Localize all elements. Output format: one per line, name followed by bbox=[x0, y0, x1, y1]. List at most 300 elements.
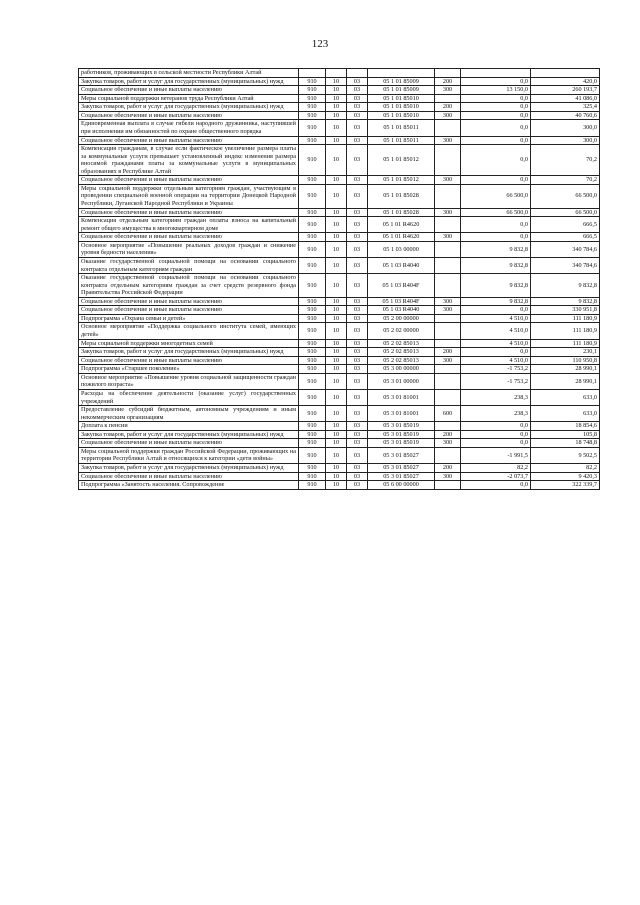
expense-type-cell bbox=[435, 422, 461, 431]
total-amount-cell: 633,0 bbox=[531, 406, 600, 422]
table-row bbox=[79, 323, 600, 339]
expense-type-cell: 200 bbox=[435, 430, 461, 439]
subsection-code-cell: 03 bbox=[347, 439, 368, 448]
expense-type-cell bbox=[435, 323, 461, 339]
expense-type-cell: 300 bbox=[435, 439, 461, 448]
ministry-code-cell: 910 bbox=[299, 241, 326, 257]
expense-name-cell: Социальное обеспечение и иные выплаты населению bbox=[79, 111, 299, 120]
expense-type-cell bbox=[435, 94, 461, 103]
table-row bbox=[79, 217, 600, 233]
expense-type-cell: 300 bbox=[435, 111, 461, 120]
subsection-code-cell: 03 bbox=[347, 406, 368, 422]
subsection-code-cell: 03 bbox=[347, 120, 368, 136]
section-code-cell: 10 bbox=[326, 439, 347, 448]
change-amount-cell: 0,0 bbox=[461, 77, 531, 86]
total-amount-cell: 9 832,8 bbox=[531, 297, 600, 306]
table-row bbox=[79, 120, 600, 136]
expense-name-cell: Закупка товаров, работ и услуг для государственных (муниципальных) нужд bbox=[79, 464, 299, 473]
ministry-code-cell: 910 bbox=[299, 306, 326, 315]
expense-name-cell: Закупка товаров, работ и услуг для государственных (муниципальных) нужд bbox=[79, 348, 299, 357]
change-amount-cell: 0,0 bbox=[461, 306, 531, 315]
target-article-cell: 05 1 03 R4040 bbox=[368, 257, 435, 273]
target-article-cell: 05 3 01 85019 bbox=[368, 422, 435, 431]
expense-type-cell: 200 bbox=[435, 348, 461, 357]
change-amount-cell: 0,0 bbox=[461, 217, 531, 233]
expense-name-cell: Подпрограмма «Охрана семьи и детей» bbox=[79, 314, 299, 323]
total-amount-cell: 70,2 bbox=[531, 145, 600, 176]
change-amount-cell: 0,0 bbox=[461, 430, 531, 439]
subsection-code-cell: 03 bbox=[347, 365, 368, 374]
expense-name-cell: работников, проживающих в сельской местности Республики Алтай bbox=[79, 69, 299, 78]
ministry-code-cell: 910 bbox=[299, 464, 326, 473]
total-amount-cell: 633,0 bbox=[531, 389, 600, 405]
table-row bbox=[79, 233, 600, 242]
expense-name-cell: Закупка товаров, работ и услуг для государственных (муниципальных) нужд bbox=[79, 430, 299, 439]
expense-name-cell: Меры социальной поддержки граждан Российской Федерации, проживающих на территории Республики Алтай и относящихся к категории «дети войны» bbox=[79, 447, 299, 463]
section-code-cell: 10 bbox=[326, 389, 347, 405]
subsection-code-cell: 03 bbox=[347, 257, 368, 273]
change-amount-cell: 238,3 bbox=[461, 389, 531, 405]
target-article-cell: 05 3 01 81001 bbox=[368, 406, 435, 422]
subsection-code-cell: 03 bbox=[347, 145, 368, 176]
subsection-code-cell: 03 bbox=[347, 241, 368, 257]
subsection-code-cell: 03 bbox=[347, 464, 368, 473]
table-row bbox=[79, 447, 600, 463]
change-amount-cell: 9 832,8 bbox=[461, 257, 531, 273]
change-amount-cell: 0,0 bbox=[461, 233, 531, 242]
expense-type-cell: 600 bbox=[435, 406, 461, 422]
expense-type-cell bbox=[435, 314, 461, 323]
subsection-code-cell: 03 bbox=[347, 314, 368, 323]
subsection-code-cell: 03 bbox=[347, 356, 368, 365]
change-amount-cell: 0,0 bbox=[461, 120, 531, 136]
subsection-code-cell: 03 bbox=[347, 297, 368, 306]
section-code-cell: 10 bbox=[326, 111, 347, 120]
subsection-code-cell: 03 bbox=[347, 77, 368, 86]
ministry-code-cell: 910 bbox=[299, 314, 326, 323]
expense-type-cell bbox=[435, 120, 461, 136]
target-article-cell: 05 1 01 85010 bbox=[368, 111, 435, 120]
expense-type-cell: 200 bbox=[435, 103, 461, 112]
ministry-code-cell: 910 bbox=[299, 430, 326, 439]
expense-name-cell: Подпрограмма «Старшее поколение» bbox=[79, 365, 299, 374]
ministry-code-cell: 910 bbox=[299, 233, 326, 242]
section-code-cell: 10 bbox=[326, 176, 347, 185]
ministry-code-cell: 910 bbox=[299, 439, 326, 448]
total-amount-cell: 260 193,7 bbox=[531, 86, 600, 95]
total-amount-cell: 41 086,0 bbox=[531, 94, 600, 103]
table-row bbox=[79, 339, 600, 348]
section-code-cell: 10 bbox=[326, 481, 347, 490]
section-code-cell: 10 bbox=[326, 217, 347, 233]
subsection-code-cell: 03 bbox=[347, 94, 368, 103]
section-code-cell: 10 bbox=[326, 356, 347, 365]
subsection-code-cell: 03 bbox=[347, 323, 368, 339]
target-article-cell: 05 1 03 00000 bbox=[368, 241, 435, 257]
section-code-cell: 10 bbox=[326, 274, 347, 298]
expense-name-cell: Социальное обеспечение и иные выплаты населению bbox=[79, 472, 299, 481]
change-amount-cell: 0,0 bbox=[461, 145, 531, 176]
table-row bbox=[79, 406, 600, 422]
target-article-cell: 05 1 01 85011 bbox=[368, 120, 435, 136]
ministry-code-cell: 910 bbox=[299, 356, 326, 365]
section-code-cell: 10 bbox=[326, 406, 347, 422]
section-code-cell: 10 bbox=[326, 94, 347, 103]
target-article-cell: 05 1 01 85012 bbox=[368, 176, 435, 185]
total-amount-cell: 666,5 bbox=[531, 217, 600, 233]
expense-name-cell: Расходы на обеспечение деятельности (оказание услуг) государственных учреждений bbox=[79, 389, 299, 405]
total-amount-cell: 66 500,0 bbox=[531, 208, 600, 217]
expense-type-cell bbox=[435, 241, 461, 257]
target-article-cell: 05 2 02 85013 bbox=[368, 348, 435, 357]
ministry-code-cell: 910 bbox=[299, 274, 326, 298]
target-article-cell: 05 1 01 85012 bbox=[368, 145, 435, 176]
section-code-cell: 10 bbox=[326, 297, 347, 306]
expense-type-cell: 200 bbox=[435, 77, 461, 86]
expense-name-cell: Социальное обеспечение и иные выплаты населению bbox=[79, 176, 299, 185]
table-row bbox=[79, 464, 600, 473]
target-article-cell: 05 1 03 R4040 bbox=[368, 306, 435, 315]
table-row bbox=[79, 184, 600, 208]
total-amount-cell: 420,0 bbox=[531, 77, 600, 86]
total-amount-cell: 18 854,6 bbox=[531, 422, 600, 431]
ministry-code-cell: 910 bbox=[299, 472, 326, 481]
change-amount-cell: 0,0 bbox=[461, 439, 531, 448]
table-row bbox=[79, 274, 600, 298]
subsection-code-cell: 03 bbox=[347, 430, 368, 439]
expense-type-cell: 300 bbox=[435, 176, 461, 185]
table-row bbox=[79, 297, 600, 306]
table-body bbox=[79, 69, 600, 490]
change-amount-cell: -1 753,2 bbox=[461, 365, 531, 374]
total-amount-cell: 340 784,6 bbox=[531, 241, 600, 257]
ministry-code-cell: 910 bbox=[299, 447, 326, 463]
table-row bbox=[79, 481, 600, 490]
expense-name-cell: Социальное обеспечение и иные выплаты населению bbox=[79, 136, 299, 145]
expense-type-cell bbox=[435, 69, 461, 78]
subsection-code-cell: 03 bbox=[347, 184, 368, 208]
subsection-code-cell: 03 bbox=[347, 481, 368, 490]
section-code-cell: 10 bbox=[326, 422, 347, 431]
section-code-cell: 10 bbox=[326, 447, 347, 463]
table-row bbox=[79, 373, 600, 389]
subsection-code-cell bbox=[347, 69, 368, 78]
target-article-cell: 05 1 01 85009 bbox=[368, 86, 435, 95]
expense-name-cell: Социальное обеспечение и иные выплаты населению bbox=[79, 306, 299, 315]
change-amount-cell: 66 500,0 bbox=[461, 184, 531, 208]
ministry-code-cell: 910 bbox=[299, 389, 326, 405]
expense-name-cell: Меры социальной поддержки ветеранов труда Республики Алтай bbox=[79, 94, 299, 103]
subsection-code-cell: 03 bbox=[347, 103, 368, 112]
expense-type-cell bbox=[435, 339, 461, 348]
change-amount-cell: 4 510,0 bbox=[461, 339, 531, 348]
total-amount-cell: 70,2 bbox=[531, 176, 600, 185]
total-amount-cell: 9 502,5 bbox=[531, 447, 600, 463]
expense-type-cell bbox=[435, 447, 461, 463]
section-code-cell: 10 bbox=[326, 430, 347, 439]
budget-table bbox=[78, 68, 600, 490]
table-row bbox=[79, 241, 600, 257]
subsection-code-cell: 03 bbox=[347, 274, 368, 298]
subsection-code-cell: 03 bbox=[347, 111, 368, 120]
change-amount-cell: 0,0 bbox=[461, 348, 531, 357]
total-amount-cell: 325,4 bbox=[531, 103, 600, 112]
ministry-code-cell: 910 bbox=[299, 184, 326, 208]
target-article-cell: 05 1 03 R404F bbox=[368, 274, 435, 298]
table-row bbox=[79, 472, 600, 481]
total-amount-cell: 111 180,9 bbox=[531, 314, 600, 323]
ministry-code-cell: 910 bbox=[299, 94, 326, 103]
expense-name-cell: Закупка товаров, работ и услуг для государственных (муниципальных) нужд bbox=[79, 103, 299, 112]
change-amount-cell: 0,0 bbox=[461, 422, 531, 431]
table-row bbox=[79, 389, 600, 405]
ministry-code-cell: 910 bbox=[299, 103, 326, 112]
section-code-cell: 10 bbox=[326, 306, 347, 315]
ministry-code-cell: 910 bbox=[299, 217, 326, 233]
expense-name-cell: Единовременная выплата в случае гибели народного дружинника, наступившей при исполнении им обязанностей по охране общественного порядка bbox=[79, 120, 299, 136]
expense-name-cell: Оказание государственной социальной помощи на основании социального контракта отдельным категориям граждан bbox=[79, 257, 299, 273]
target-article-cell: 05 1 01 85010 bbox=[368, 103, 435, 112]
target-article-cell: 05 3 01 81001 bbox=[368, 389, 435, 405]
section-code-cell: 10 bbox=[326, 136, 347, 145]
change-amount-cell: 0,0 bbox=[461, 136, 531, 145]
section-code-cell: 10 bbox=[326, 241, 347, 257]
expense-type-cell: 300 bbox=[435, 208, 461, 217]
expense-name-cell: Подпрограмма «Занятость населения. Сопровождение bbox=[79, 481, 299, 490]
table-row bbox=[79, 439, 600, 448]
change-amount-cell: 66 500,0 bbox=[461, 208, 531, 217]
table-row bbox=[79, 422, 600, 431]
expense-type-cell bbox=[435, 373, 461, 389]
table-row bbox=[79, 348, 600, 357]
total-amount-cell: 340 784,6 bbox=[531, 257, 600, 273]
expense-name-cell: Доплата к пенсии bbox=[79, 422, 299, 431]
expense-type-cell: 300 bbox=[435, 356, 461, 365]
target-article-cell: 05 3 00 00000 bbox=[368, 365, 435, 374]
total-amount-cell bbox=[531, 69, 600, 78]
section-code-cell: 10 bbox=[326, 77, 347, 86]
change-amount-cell: 0,0 bbox=[461, 103, 531, 112]
table-row bbox=[79, 103, 600, 112]
change-amount-cell: 238,3 bbox=[461, 406, 531, 422]
section-code-cell: 10 bbox=[326, 103, 347, 112]
expense-type-cell bbox=[435, 184, 461, 208]
expense-type-cell: 300 bbox=[435, 297, 461, 306]
expense-type-cell bbox=[435, 274, 461, 298]
target-article-cell: 05 2 02 85013 bbox=[368, 339, 435, 348]
change-amount-cell: 4 510,0 bbox=[461, 323, 531, 339]
expense-name-cell: Компенсация гражданам, в случае если фактическое увеличение размера платы за коммунальные услуги превышает установленный индекс изменения размера вносимой гражданами платы за коммунальные услуги в муниципальных образованиях в Республике Алтай bbox=[79, 145, 299, 176]
subsection-code-cell: 03 bbox=[347, 373, 368, 389]
target-article-cell: 05 2 02 85013 bbox=[368, 356, 435, 365]
ministry-code-cell: 910 bbox=[299, 208, 326, 217]
change-amount-cell: -1 991,5 bbox=[461, 447, 531, 463]
table-row bbox=[79, 356, 600, 365]
change-amount-cell: 4 510,0 bbox=[461, 356, 531, 365]
total-amount-cell: 9 832,8 bbox=[531, 274, 600, 298]
target-article-cell: 05 1 01 R4620 bbox=[368, 233, 435, 242]
target-article-cell: 05 6 00 00000 bbox=[368, 481, 435, 490]
total-amount-cell: 28 990,1 bbox=[531, 373, 600, 389]
table-row bbox=[79, 306, 600, 315]
section-code-cell: 10 bbox=[326, 208, 347, 217]
expense-name-cell: Социальное обеспечение и иные выплаты населению bbox=[79, 86, 299, 95]
expense-type-cell bbox=[435, 217, 461, 233]
ministry-code-cell: 910 bbox=[299, 136, 326, 145]
target-article-cell: 05 3 01 85019 bbox=[368, 430, 435, 439]
expense-type-cell: 300 bbox=[435, 86, 461, 95]
table-row bbox=[79, 136, 600, 145]
expense-type-cell bbox=[435, 481, 461, 490]
target-article-cell: 05 3 01 85027 bbox=[368, 447, 435, 463]
ministry-code-cell: 910 bbox=[299, 86, 326, 95]
subsection-code-cell: 03 bbox=[347, 389, 368, 405]
section-code-cell: 10 bbox=[326, 257, 347, 273]
ministry-code-cell: 910 bbox=[299, 120, 326, 136]
target-article-cell: 05 2 00 00000 bbox=[368, 314, 435, 323]
total-amount-cell: 110 950,8 bbox=[531, 356, 600, 365]
ministry-code-cell: 910 bbox=[299, 406, 326, 422]
total-amount-cell: 111 180,9 bbox=[531, 339, 600, 348]
subsection-code-cell: 03 bbox=[347, 447, 368, 463]
target-article-cell: 05 1 01 85028 bbox=[368, 184, 435, 208]
subsection-code-cell: 03 bbox=[347, 339, 368, 348]
total-amount-cell: 40 760,6 bbox=[531, 111, 600, 120]
change-amount-cell: 0,0 bbox=[461, 111, 531, 120]
subsection-code-cell: 03 bbox=[347, 472, 368, 481]
expense-type-cell bbox=[435, 389, 461, 405]
subsection-code-cell: 03 bbox=[347, 422, 368, 431]
table-row bbox=[79, 208, 600, 217]
table-row bbox=[79, 176, 600, 185]
target-article-cell: 05 3 01 85027 bbox=[368, 472, 435, 481]
expense-type-cell bbox=[435, 365, 461, 374]
section-code-cell: 10 bbox=[326, 348, 347, 357]
total-amount-cell: 82,2 bbox=[531, 464, 600, 473]
ministry-code-cell: 910 bbox=[299, 365, 326, 374]
table-row bbox=[79, 145, 600, 176]
ministry-code-cell: 910 bbox=[299, 422, 326, 431]
expense-name-cell: Основное мероприятие «Повышение реальных доходов граждан и снижение уровня бедности населения» bbox=[79, 241, 299, 257]
expense-name-cell: Предоставление субсидий бюджетным, автономным учреждениям и иным некоммерческим организациям bbox=[79, 406, 299, 422]
target-article-cell: 05 1 01 85010 bbox=[368, 94, 435, 103]
section-code-cell bbox=[326, 69, 347, 78]
total-amount-cell: 28 990,1 bbox=[531, 365, 600, 374]
ministry-code-cell: 910 bbox=[299, 481, 326, 490]
section-code-cell: 10 bbox=[326, 86, 347, 95]
expense-name-cell: Социальное обеспечение и иные выплаты населению bbox=[79, 439, 299, 448]
section-code-cell: 10 bbox=[326, 233, 347, 242]
expense-name-cell: Социальное обеспечение и иные выплаты населению bbox=[79, 208, 299, 217]
change-amount-cell: 13 150,0 bbox=[461, 86, 531, 95]
subsection-code-cell: 03 bbox=[347, 208, 368, 217]
ministry-code-cell: 910 bbox=[299, 145, 326, 176]
ministry-code-cell: 910 bbox=[299, 297, 326, 306]
target-article-cell: 05 3 01 85027 bbox=[368, 464, 435, 473]
page-number: 123 bbox=[311, 38, 329, 50]
target-article-cell: 05 1 03 R404F bbox=[368, 297, 435, 306]
expense-type-cell: 300 bbox=[435, 472, 461, 481]
table-row bbox=[79, 430, 600, 439]
expense-name-cell: Меры социальной поддержки отдельным категориям граждан, участвующим в проведении специальной военной операции на территории Донецкой Народной Республики, Луганской Народной Республики и Украины bbox=[79, 184, 299, 208]
target-article-cell: 05 1 01 R4620 bbox=[368, 217, 435, 233]
subsection-code-cell: 03 bbox=[347, 233, 368, 242]
change-amount-cell: 82,2 bbox=[461, 464, 531, 473]
section-code-cell: 10 bbox=[326, 145, 347, 176]
section-code-cell: 10 bbox=[326, 365, 347, 374]
change-amount-cell: -1 753,2 bbox=[461, 373, 531, 389]
section-code-cell: 10 bbox=[326, 323, 347, 339]
expense-type-cell bbox=[435, 257, 461, 273]
total-amount-cell: 300,0 bbox=[531, 136, 600, 145]
ministry-code-cell: 910 bbox=[299, 111, 326, 120]
expense-name-cell: Основное мероприятие «Повышение уровня социальной защищенности граждан пожилого возраста» bbox=[79, 373, 299, 389]
change-amount-cell: -2 073,7 bbox=[461, 472, 531, 481]
subsection-code-cell: 03 bbox=[347, 86, 368, 95]
expense-name-cell: Социальное обеспечение и иные выплаты населению bbox=[79, 233, 299, 242]
expense-type-cell: 300 bbox=[435, 306, 461, 315]
ministry-code-cell bbox=[299, 69, 326, 78]
table-row bbox=[79, 257, 600, 273]
ministry-code-cell: 910 bbox=[299, 373, 326, 389]
expense-type-cell: 200 bbox=[435, 464, 461, 473]
target-article-cell: 05 1 01 85009 bbox=[368, 77, 435, 86]
total-amount-cell: 330 951,8 bbox=[531, 306, 600, 315]
section-code-cell: 10 bbox=[326, 184, 347, 208]
total-amount-cell: 66 500,0 bbox=[531, 184, 600, 208]
table-row bbox=[79, 77, 600, 86]
ministry-code-cell: 910 bbox=[299, 176, 326, 185]
target-article-cell: 05 3 01 00000 bbox=[368, 373, 435, 389]
expense-name-cell: Социальное обеспечение и иные выплаты населению bbox=[79, 356, 299, 365]
ministry-code-cell: 910 bbox=[299, 348, 326, 357]
expense-type-cell bbox=[435, 145, 461, 176]
change-amount-cell: 4 510,0 bbox=[461, 314, 531, 323]
subsection-code-cell: 03 bbox=[347, 136, 368, 145]
total-amount-cell: 105,8 bbox=[531, 430, 600, 439]
table-row bbox=[79, 69, 600, 78]
expense-type-cell: 300 bbox=[435, 233, 461, 242]
change-amount-cell: 0,0 bbox=[461, 94, 531, 103]
subsection-code-cell: 03 bbox=[347, 217, 368, 233]
expense-name-cell: Социальное обеспечение и иные выплаты населению bbox=[79, 297, 299, 306]
table-row bbox=[79, 111, 600, 120]
subsection-code-cell: 03 bbox=[347, 176, 368, 185]
subsection-code-cell: 03 bbox=[347, 306, 368, 315]
target-article-cell: 05 1 01 85011 bbox=[368, 136, 435, 145]
change-amount-cell bbox=[461, 69, 531, 78]
section-code-cell: 10 bbox=[326, 373, 347, 389]
total-amount-cell: 666,5 bbox=[531, 233, 600, 242]
total-amount-cell: 111 180,9 bbox=[531, 323, 600, 339]
total-amount-cell: 18 748,8 bbox=[531, 439, 600, 448]
total-amount-cell: 322 339,7 bbox=[531, 481, 600, 490]
section-code-cell: 10 bbox=[326, 472, 347, 481]
section-code-cell: 10 bbox=[326, 120, 347, 136]
ministry-code-cell: 910 bbox=[299, 77, 326, 86]
expense-type-cell: 300 bbox=[435, 136, 461, 145]
ministry-code-cell: 910 bbox=[299, 323, 326, 339]
section-code-cell: 10 bbox=[326, 464, 347, 473]
table-row bbox=[79, 94, 600, 103]
total-amount-cell: 300,0 bbox=[531, 120, 600, 136]
expense-name-cell: Закупка товаров, работ и услуг для государственных (муниципальных) нужд bbox=[79, 77, 299, 86]
table-row bbox=[79, 365, 600, 374]
ministry-code-cell: 910 bbox=[299, 339, 326, 348]
change-amount-cell: 9 832,8 bbox=[461, 274, 531, 298]
expense-name-cell: Меры социальной поддержки многодетных семей bbox=[79, 339, 299, 348]
change-amount-cell: 9 832,8 bbox=[461, 241, 531, 257]
